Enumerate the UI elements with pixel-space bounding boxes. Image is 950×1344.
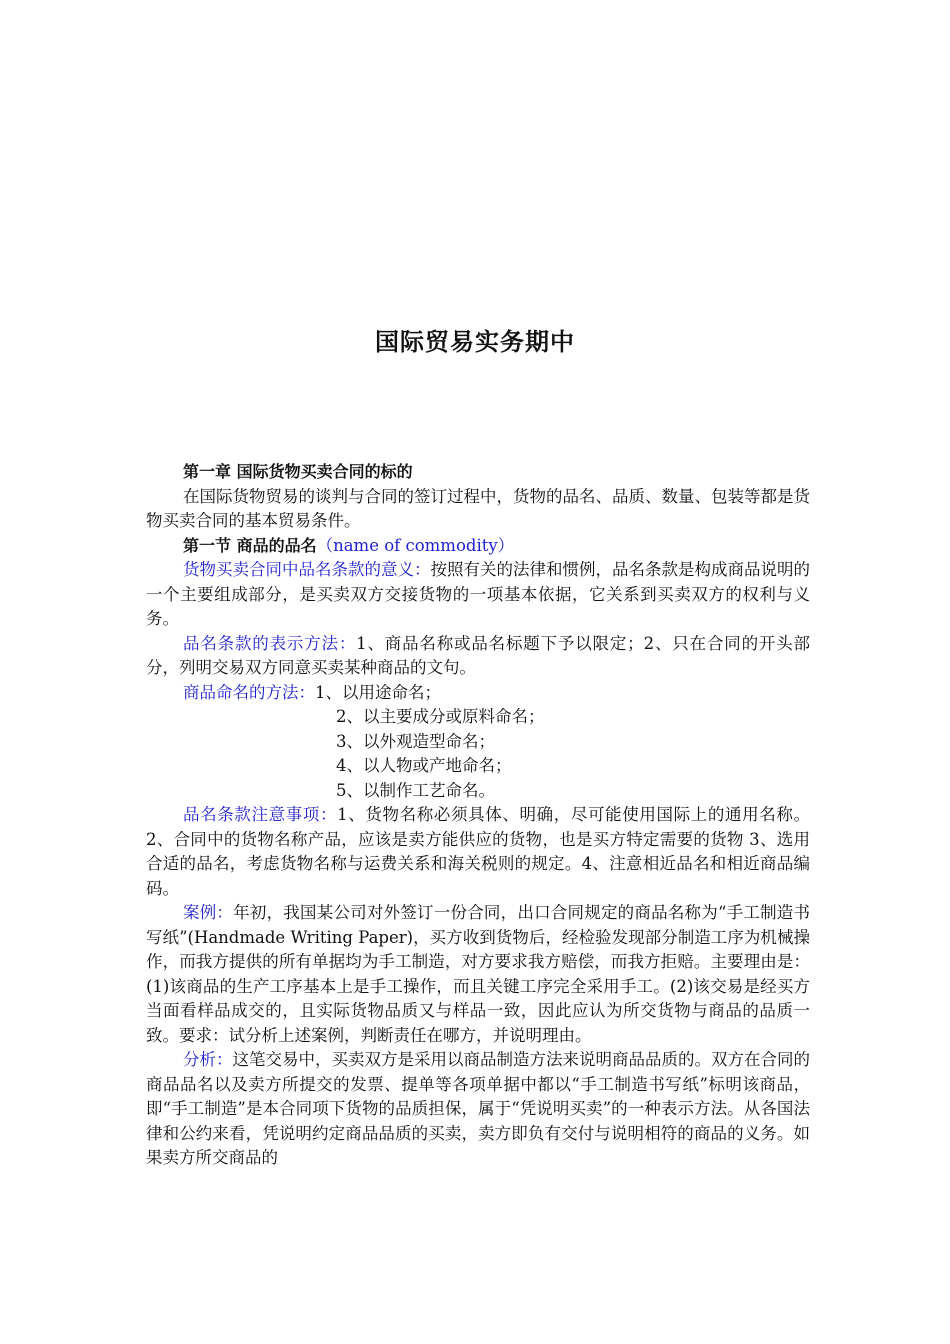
label-expression: 品名条款的表示方法： (183, 633, 357, 653)
paragraph-expression (146, 632, 810, 681)
text-case: 年初，我国某公司对外签订一份合同，出口合同规定的商品名称为“手工制造书写纸”(Handmade Writing Paper)，买方收到货物后，经检验发现部分制造工序为机械操作，而我方提供的所有单据均为手工制造，对方要求我方赔偿，而我方拒赔。主要理由是：(1)该商品的生产工序基本上是手工操作，而且关键工序完全采用手工。(2)该交易是经买方当面看样品成交的，且实际货物品质又与样品一致，因此应认为所交货物与商品的品质一致。要求：试分析上述案例，判断责任在哪方，并说明理由。 (146, 903, 811, 1045)
label-significance: 货物买卖合同中品名条款的意义： (183, 560, 431, 579)
chapter-heading: 第一章 国际货物买卖合同的标的 (183, 462, 413, 481)
paragraph-naming (146, 681, 810, 706)
text-expression: 1、商品名称或品名标题下予以限定；2、只在合同的开头部分，列明交易双方同意买卖某种商品的文句。 (146, 633, 811, 677)
naming-method-5: 5、以制作工艺命名。 (336, 780, 495, 800)
section-heading: 第一节 商品的品名 (183, 535, 317, 555)
paragraph-notes (146, 803, 810, 901)
naming-method-3: 3、以外观造型命名； (336, 731, 495, 751)
label-analysis: 分析： (183, 1050, 233, 1069)
section-heading-english: （name of commodity） (316, 535, 515, 555)
paragraph-analysis (146, 1048, 810, 1171)
text-significance: 按照有关的法律和惯例，品名条款是构成商品说明的一个主要组成部分，是买卖双方交接货物的一项基本依据，它关系到买卖双方的权利与义务。 (146, 560, 810, 628)
label-notes: 品名条款注意事项： (183, 805, 338, 824)
paragraph-case (146, 901, 810, 1048)
naming-method-1: 1、以用途命名； (315, 682, 441, 702)
text-notes: 1、货物名称必须具体、明确，尽可能使用国际上的通用名称。2、合同中的货物名称产品，应该是卖方能供应的货物，也是买方特定需要的货物 3、选用合适的品名，考虑货物名称与运费关系和海关税则的规定。4、注意相近品名和相近商品编码。 (146, 805, 810, 898)
document-body (146, 460, 810, 1171)
naming-method-2: 2、以主要成分或原料命名； (336, 707, 545, 726)
label-naming: 商品命名的方法： (183, 682, 315, 702)
section-heading-line (146, 534, 810, 559)
document-title: 国际贸易实务期中 (375, 328, 575, 356)
text-analysis: 这笔交易中，买卖双方是采用以商品制造方法来说明商品品质的。双方在合同的商品品名以及卖方所提交的发票、提单等各项单据中都以“手工制造书写纸”标明该商品，即“手工制造”是本合同项下货物的品质担保，属于“凭说明买卖”的一种表示方法。从各国法律和公约来看，凭说明约定商品品质的买卖，卖方即负有交付与说明相符的商品的义务。如果卖方所交商品的 (146, 1050, 810, 1167)
paragraph-significance (146, 558, 810, 632)
naming-method-4: 4、以人物或产地命名； (336, 756, 512, 775)
label-case: 案例： (183, 903, 234, 922)
intro-paragraph: 在国际货物贸易的谈判与合同的签订过程中，货物的品名、品质、数量、包装等都是货物买卖合同的基本贸易条件。 (146, 486, 810, 530)
